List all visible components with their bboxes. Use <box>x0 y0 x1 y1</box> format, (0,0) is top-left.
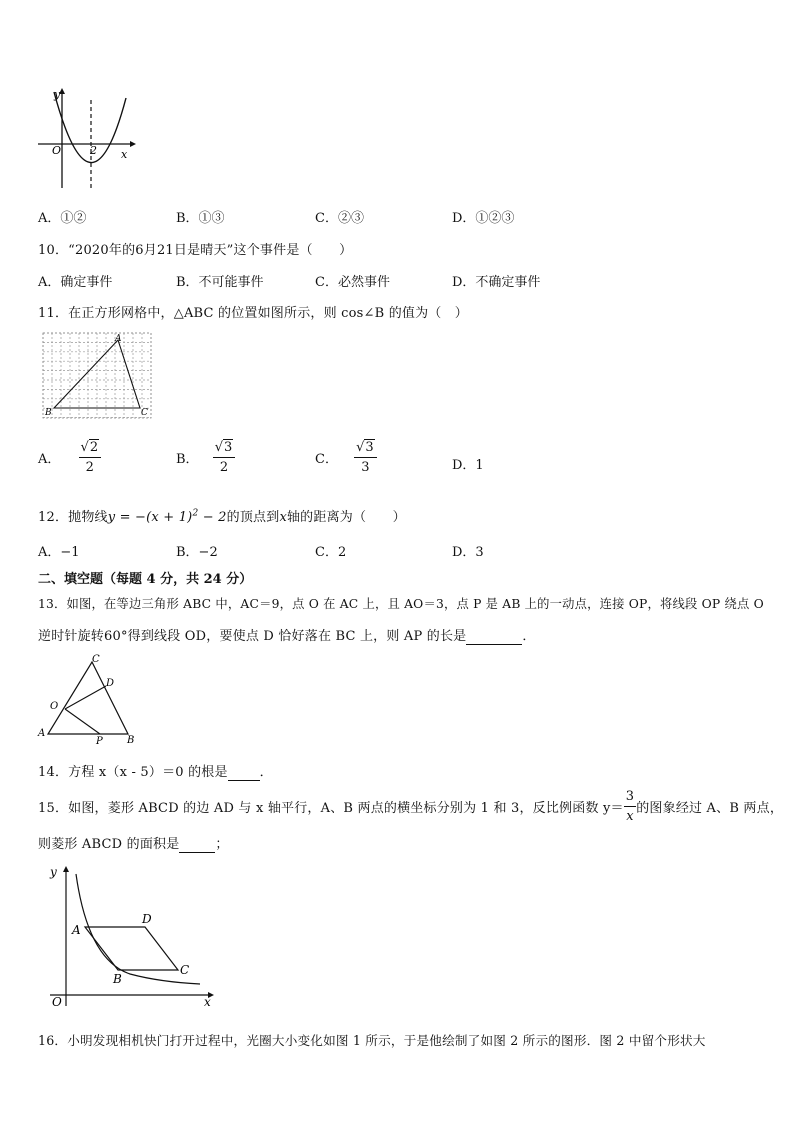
q13-line2 <box>38 625 536 645</box>
q10-option-d[interactable]: D．不确定事件 <box>452 275 541 290</box>
q15-line2-text: 则菱形 ABCD 的面积是 <box>38 837 180 852</box>
q15-line2 <box>38 833 229 853</box>
q12-option-b[interactable]: B．−2 <box>176 545 218 560</box>
q11-grid-figure <box>42 332 154 420</box>
q14-question: 14．方程 x（x - 5）＝0 的根是 <box>38 765 228 780</box>
q11-option-c-fraction: $\frac{√3}{3}$ <box>354 441 377 474</box>
q9-option-c[interactable]: C．②③ <box>315 211 364 226</box>
q12-text <box>38 506 406 525</box>
q11-option-a-radicand: 2 <box>89 440 99 455</box>
q11-option-c-radicand: 3 <box>365 440 374 455</box>
q11-option-a-denominator: 2 <box>85 460 94 475</box>
q15-frac-num: 3 <box>624 790 636 807</box>
q11-option-b-radicand: 3 <box>224 440 233 455</box>
q11-option-c[interactable] <box>315 441 377 474</box>
q13-a-label: A <box>38 728 46 739</box>
q15-answer-blank[interactable] <box>179 837 215 853</box>
q11-b-label: B <box>45 408 52 418</box>
q12-option-c[interactable]: C．2 <box>315 545 347 560</box>
q11-option-d[interactable]: D．1 <box>452 458 484 473</box>
q15-y-label: y <box>50 865 57 879</box>
q12-prefix: 12．抛物线 <box>38 510 108 525</box>
q15-b-label: B <box>113 972 122 986</box>
q9-parabola-figure <box>30 80 140 192</box>
q15-d-label: D <box>142 912 152 926</box>
q12-option-d[interactable]: D．3 <box>452 545 484 560</box>
q16-text: 16．小明发现相机快门打开过程中，光圈大小变化如图 1 所示，于是他绘制了如图 2 所示的图形．图 2 中留个形状大 <box>38 1033 706 1048</box>
q14-answer-blank[interactable] <box>228 765 260 781</box>
q9-two-label: 2 <box>90 144 97 157</box>
q15-line1 <box>38 790 783 823</box>
q9-y-label: y <box>54 88 61 101</box>
q12-mid: 的顶点到 <box>226 510 280 525</box>
q13-end: ． <box>522 629 536 644</box>
q14-text <box>38 761 273 781</box>
q12-formula: $y = -(x + 1)^2 - 2$ <box>107 508 227 525</box>
q11-c-label: C <box>141 408 148 418</box>
q11-option-b-denominator: 2 <box>219 460 229 475</box>
q15-a-label: A <box>72 923 81 937</box>
q13-d-label: D <box>106 678 115 689</box>
q11-option-a-prefix: A． <box>38 452 61 467</box>
q11-option-c-prefix: C． <box>315 452 338 467</box>
q11-a-label: A <box>115 334 122 344</box>
q11-option-a[interactable] <box>38 441 101 474</box>
q11-option-b-fraction: $\frac{√3}{2}$ <box>213 441 236 474</box>
q15-frac-den: x <box>626 809 634 824</box>
q10-text: 10．“2020年的6月21日是晴天”这个事件是（ ） <box>38 243 353 258</box>
q12-var: x <box>279 510 287 525</box>
q13-p-label: P <box>96 736 103 746</box>
q11-option-a-fraction: $\frac{√2}{2}$ <box>79 441 102 474</box>
q14-end: ． <box>259 765 273 780</box>
q15-rhombus-figure <box>40 860 220 1008</box>
q13-line2-text: 逆时针旋转60°得到线段 OD，要使点 D 恰好落在 BC 上，则 AP 的长是 <box>38 629 467 644</box>
q9-x-label: x <box>121 148 128 161</box>
q11-option-b[interactable] <box>176 441 235 474</box>
section-title: 二、填空题（每题 4 分，共 24 分） <box>38 572 253 587</box>
q10-option-a[interactable]: A．确定事件 <box>38 275 113 290</box>
q9-origin-label: O <box>52 144 62 157</box>
q13-c-label: C <box>92 654 100 665</box>
q11-text: 11．在正方形网格中，△ABC 的位置如图所示，则 cos∠B 的值为（ ） <box>38 306 468 321</box>
q13-o-label: O <box>50 701 59 712</box>
q13-answer-blank[interactable] <box>466 629 522 645</box>
q11-option-b-prefix: B． <box>176 452 199 467</box>
q9-option-b[interactable]: B．①③ <box>176 211 225 226</box>
q9-option-a[interactable]: A．①② <box>38 211 87 226</box>
q15-fraction <box>624 790 636 823</box>
q15-x-label: x <box>204 995 211 1008</box>
q9-option-d[interactable]: D．①②③ <box>452 211 515 226</box>
q13-b-label: B <box>127 735 135 746</box>
q15-o-label: O <box>52 995 62 1008</box>
q15-c-label: C <box>180 963 190 977</box>
q11-option-c-denominator: 3 <box>361 460 370 475</box>
q13-line1: 13．如图，在等边三角形 ABC 中，AC＝9，点 O 在 AC 上，且 AO＝3，点 P 是 AB 上的一动点，连接 OP，将线段 OP 绕点 O <box>38 597 764 611</box>
q13-triangle-figure <box>34 652 144 746</box>
q15-line1-a: 15．如图，菱形 ABCD 的边 AD 与 x 轴平行，A、B 两点的横坐标分别为 1 和 3，反比例函数 y＝ <box>38 801 624 816</box>
q15-end: ； <box>215 837 229 852</box>
q15-line1-b: 的图象经过 A、B 两点， <box>636 801 784 816</box>
q12-option-a[interactable]: A．−1 <box>38 545 80 560</box>
q10-option-c[interactable]: C．必然事件 <box>315 275 390 290</box>
q12-suffix: 轴的距离为（ ） <box>286 510 406 525</box>
q10-option-b[interactable]: B．不可能事件 <box>176 275 264 290</box>
